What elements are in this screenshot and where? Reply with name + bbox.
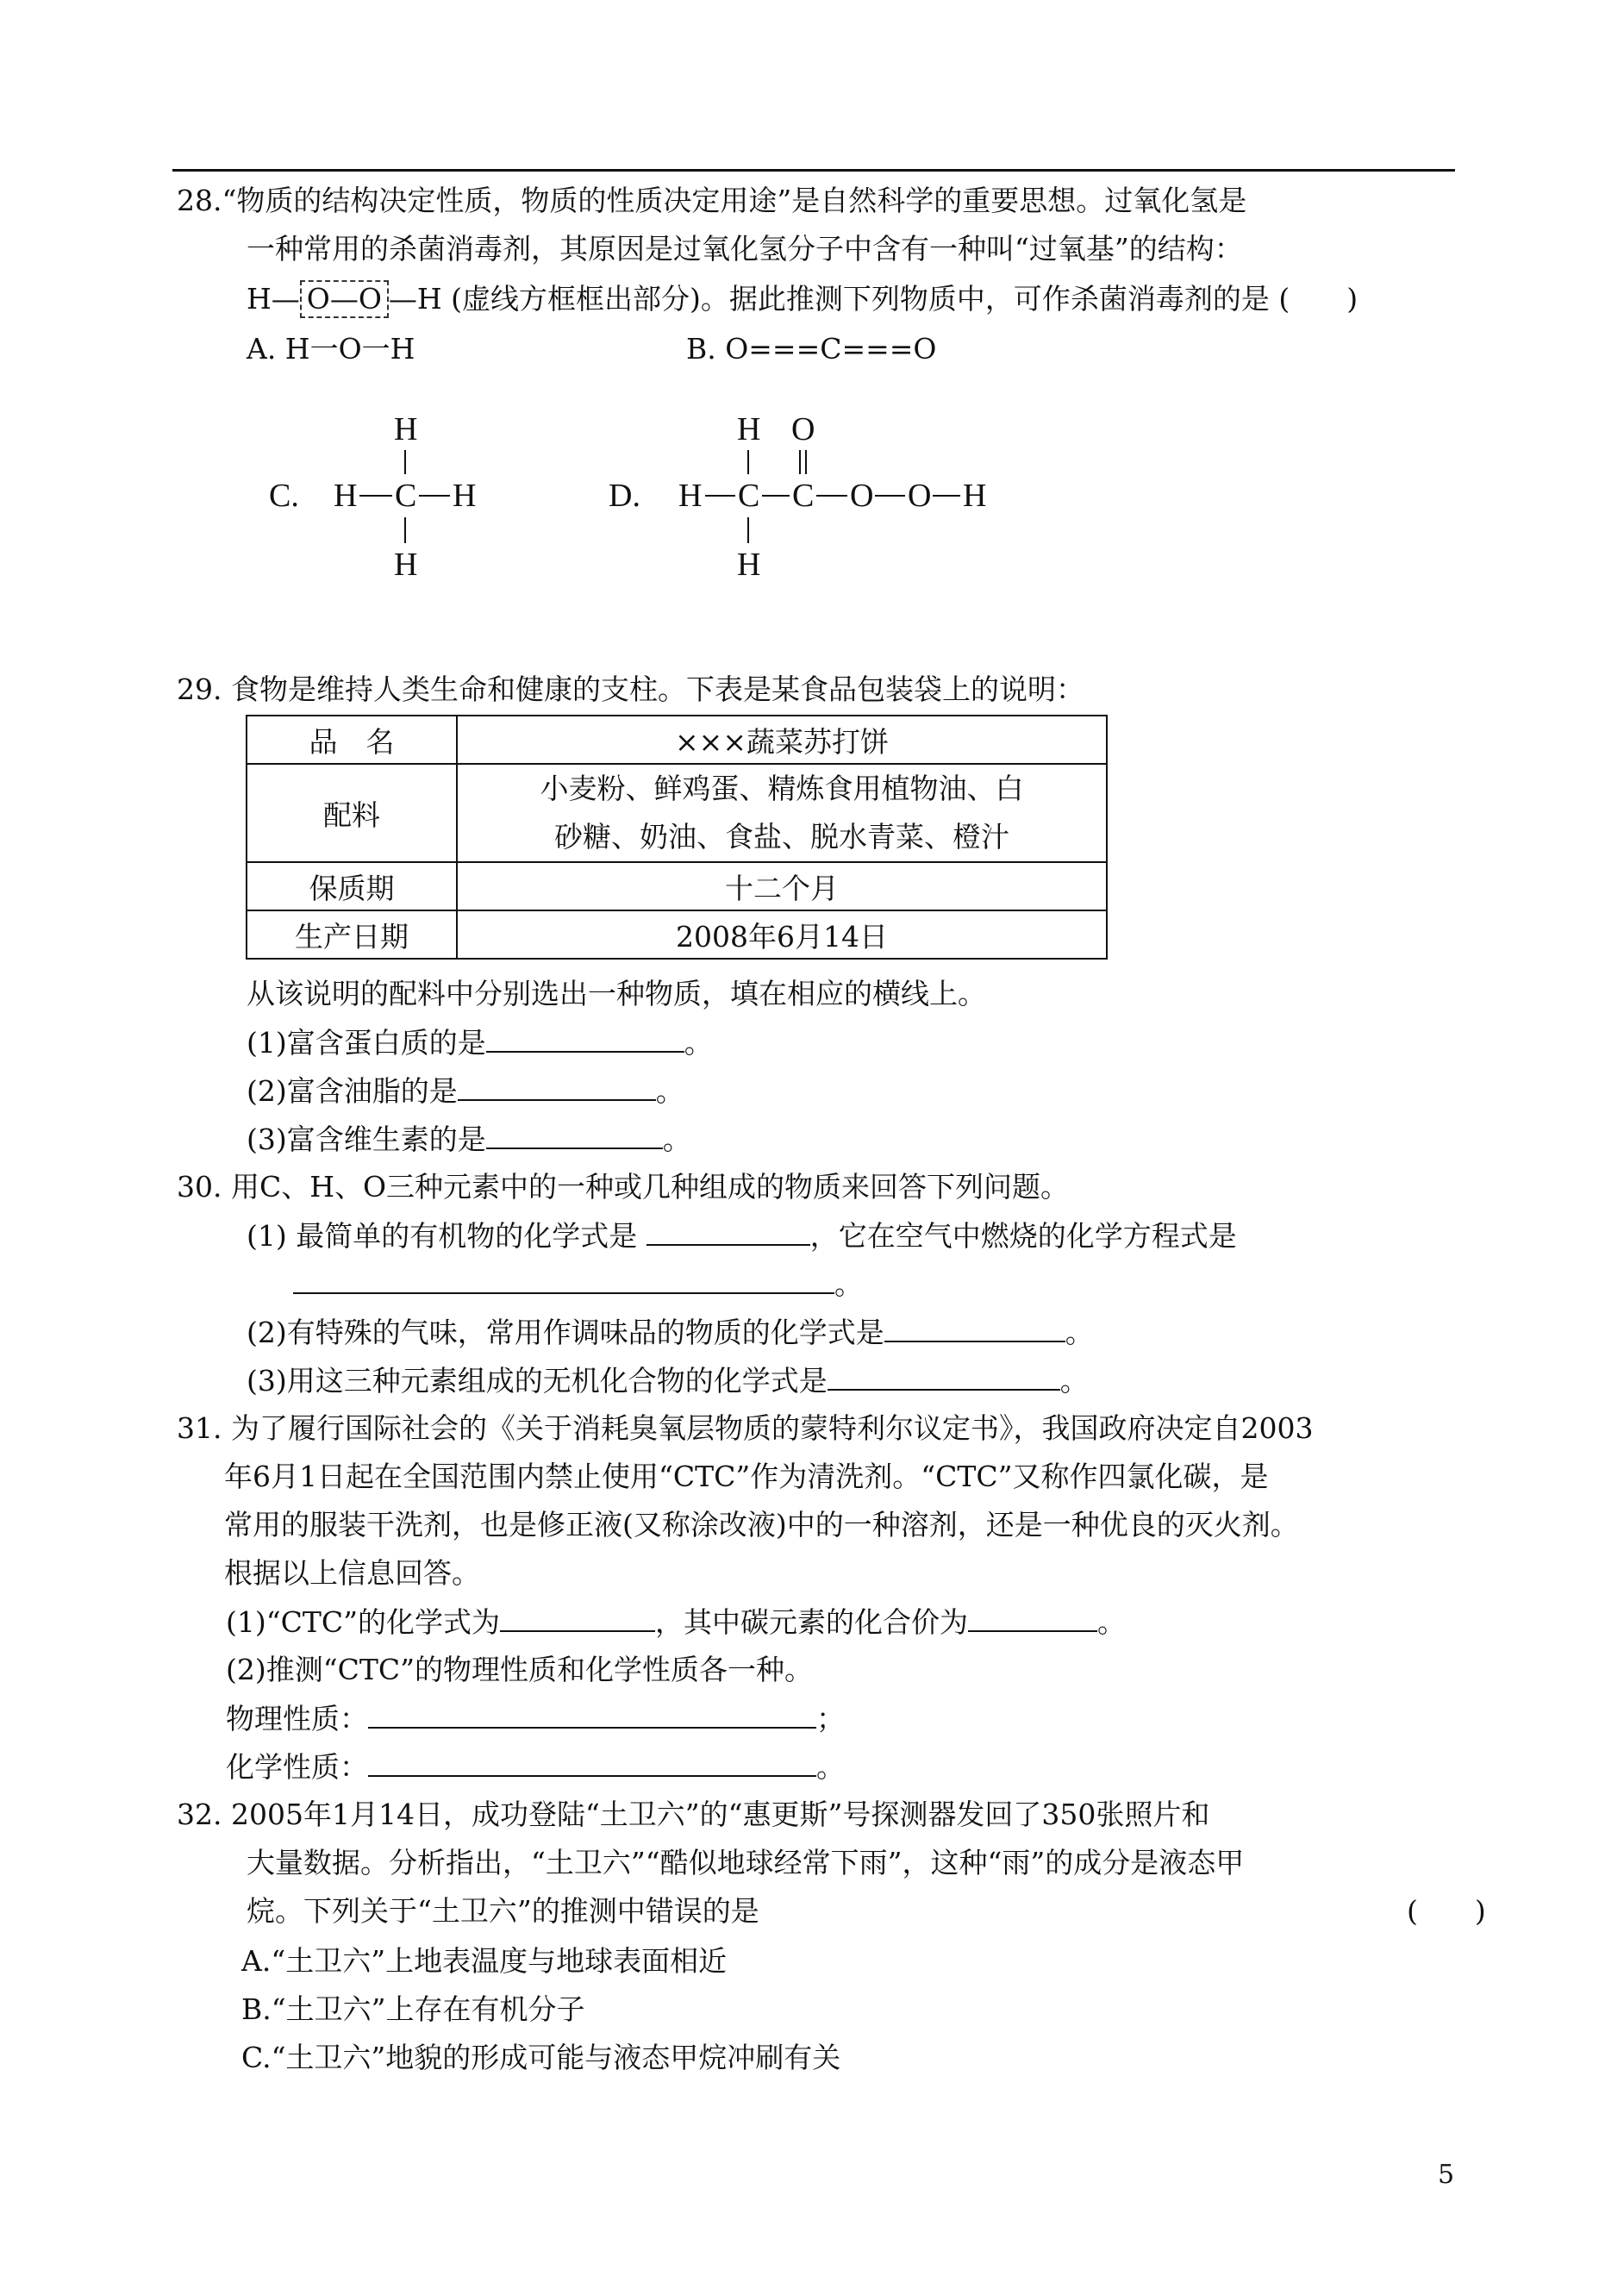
q28-line-2: 一种常用的杀菌消毒剂，其原因是过氧化氢分子中含有一种叫“过氧基”的结构： xyxy=(247,232,1243,266)
atom-h-left-d: H xyxy=(678,478,703,514)
table-row xyxy=(247,716,1107,764)
atom-h-right-c: H xyxy=(453,478,477,514)
atom-h-left-c: H xyxy=(334,478,358,514)
atom-h-bottom-c: H xyxy=(394,547,418,583)
atom-h-right-d: H xyxy=(963,478,987,514)
q32-line-1: 32. 2005年1月14日，成功登陆“土卫六”的“惠更斯”号探测器发回了350张照片和 xyxy=(177,1798,1210,1831)
q31-line-2: 年6月1日起在全国范围内禁止使用“CTC”作为清洗剂。“CTC”又称作四氯化碳，是 xyxy=(224,1460,1269,1493)
chemical-property-label: 化学性质： xyxy=(226,1750,368,1784)
atom-o-double: O xyxy=(791,411,815,447)
q31-line-3: 常用的服装干洗剂，也是修正液(又称涂改液)中的一种溶剂，还是一种优良的灭火剂。 xyxy=(224,1508,1299,1541)
peroxide-formula xyxy=(247,282,451,316)
cell-shelf-value: 十二个月 xyxy=(457,862,1107,910)
q29-sub-1-text: (1)富含蛋白质的是 xyxy=(247,1026,486,1060)
semicolon: ； xyxy=(816,1702,845,1735)
q31-physical xyxy=(226,1701,845,1736)
q32-option-c: C.“土卫六”地貌的形成可能与液态甲烷冲刷有关 xyxy=(241,2041,841,2074)
q30-sub-1 xyxy=(247,1218,1237,1254)
q32-option-b: B.“土卫六”上存在有机分子 xyxy=(241,1992,585,2026)
formula-prefix: H— xyxy=(247,282,300,316)
cell-shelf-key: 保质期 xyxy=(247,862,457,910)
q32-line-3: 烷。下列关于“土卫六”的推测中错误的是 xyxy=(247,1894,759,1928)
answer-blank[interactable] xyxy=(968,1604,1097,1632)
atom-c-center: C xyxy=(395,478,417,514)
period: 。 xyxy=(816,1750,845,1784)
period: 。 xyxy=(1059,1364,1089,1398)
answer-blank[interactable] xyxy=(486,1025,684,1053)
page-number: 5 xyxy=(1438,2160,1455,2190)
q29-sub-2-text: (2)富含油脂的是 xyxy=(247,1074,458,1108)
q29-sub-1 xyxy=(247,1025,713,1060)
answer-blank[interactable] xyxy=(828,1363,1060,1391)
period: 。 xyxy=(662,1122,691,1156)
cell-ingredients-value xyxy=(457,764,1107,862)
atom-o2: O xyxy=(908,478,932,514)
cell-date-value: 2008年6月14日 xyxy=(457,910,1107,959)
q28-line-3 xyxy=(247,280,1358,318)
table-row xyxy=(247,764,1107,862)
answer-blank[interactable] xyxy=(368,1701,816,1729)
physical-property-label: 物理性质： xyxy=(226,1702,368,1735)
q31-chemical xyxy=(226,1749,845,1785)
q30-sub-1-equation xyxy=(293,1266,863,1302)
q30-sub-2 xyxy=(247,1315,1094,1350)
q31-sub-1-text-b: ，其中碳元素的化合价为 xyxy=(655,1605,968,1639)
top-rule xyxy=(172,169,1455,172)
q28-structures xyxy=(0,397,1624,603)
equation-blank[interactable] xyxy=(293,1266,834,1294)
q28-line-3-text: (虚线方框框出部分)。据此推测下列物质中，可作杀菌消毒剂的是 ( ) xyxy=(451,282,1359,316)
q28-option-a: A. H一O一H xyxy=(247,332,415,366)
q28-option-b: B. O===C===O xyxy=(686,332,937,366)
q31-sub-2: (2)推测“CTC”的物理性质和化学性质各一种。 xyxy=(226,1653,813,1686)
ingredients-line-2: 砂糖、奶油、食盐、脱水青菜、橙汁 xyxy=(554,820,1009,854)
q32-answer-paren: ( ) xyxy=(1407,1894,1486,1928)
period: 。 xyxy=(655,1074,684,1108)
q29-sub-3 xyxy=(247,1122,691,1157)
atom-c2: C xyxy=(792,478,815,514)
q30-sub-1-text-a: (1) 最简单的有机物的化学式是 xyxy=(247,1219,638,1253)
answer-blank[interactable] xyxy=(884,1315,1065,1342)
q28-option-c-label: C. xyxy=(269,478,299,514)
answer-blank[interactable] xyxy=(458,1073,656,1101)
q29-sub-2 xyxy=(247,1073,684,1109)
q29-intro: 29. 食物是维持人类生命和健康的支柱。下表是某食品包装袋上的说明： xyxy=(177,672,1084,706)
q32-line-2: 大量数据。分析指出，“土卫六”“酷似地球经常下雨”，这种“雨”的成分是液态甲 xyxy=(247,1846,1245,1879)
period: 。 xyxy=(1065,1316,1094,1349)
answer-blank[interactable] xyxy=(368,1749,816,1777)
ingredients-line-1: 小麦粉、鲜鸡蛋、精炼食用植物油、白 xyxy=(540,772,1024,805)
atom-c1: C xyxy=(738,478,760,514)
cell-ingredients-key: 配料 xyxy=(247,764,457,862)
answer-blank[interactable] xyxy=(500,1604,655,1632)
peroxy-dashed-box: O—O xyxy=(300,280,389,318)
answer-blank[interactable] xyxy=(486,1122,663,1149)
q31-sub-1-text-a: (1)“CTC”的化学式为 xyxy=(226,1605,500,1639)
atom-h-top-c: H xyxy=(394,411,418,447)
table-row xyxy=(247,910,1107,959)
q30-sub-1-text-b: ，它在空气中燃烧的化学方程式是 xyxy=(809,1219,1237,1253)
q30-sub-3-text: (3)用这三种元素组成的无机化合物的化学式是 xyxy=(247,1364,828,1398)
q32-option-a: A.“土卫六”上地表温度与地球表面相近 xyxy=(241,1944,728,1978)
formula-suffix: —H xyxy=(388,282,442,316)
q30-sub-2-text: (2)有特殊的气味，常用作调味品的物质的化学式是 xyxy=(247,1316,884,1349)
period: 。 xyxy=(1097,1605,1126,1639)
table-row xyxy=(247,862,1107,910)
q28-option-d-label: D. xyxy=(609,478,640,514)
q31-line-1: 31. 为了履行国际社会的《关于消耗臭氧层物质的蒙特利尔议定书》，我国政府决定自2003 xyxy=(177,1411,1314,1445)
q31-line-4: 根据以上信息回答。 xyxy=(224,1556,480,1590)
answer-blank[interactable] xyxy=(646,1218,810,1246)
atom-h-top-d: H xyxy=(737,411,761,447)
q28-line-1: 28.“物质的结构决定性质，物质的性质决定用途”是自然科学的重要思想。过氧化氢是 xyxy=(177,184,1247,217)
atom-o1: O xyxy=(850,478,874,514)
period: 。 xyxy=(684,1026,713,1060)
atom-h-bottom-d: H xyxy=(737,547,761,583)
cell-date-key: 生产日期 xyxy=(247,910,457,959)
q30-sub-3 xyxy=(247,1363,1089,1398)
food-label-table xyxy=(246,715,1108,960)
q31-sub-1 xyxy=(226,1604,1126,1640)
q29-sub-3-text: (3)富含维生素的是 xyxy=(247,1122,486,1156)
cell-name-key: 品 名 xyxy=(247,716,457,764)
q30-intro: 30. 用C、H、O三种元素中的一种或几种组成的物质来回答下列问题。 xyxy=(177,1170,1070,1204)
period: 。 xyxy=(834,1267,863,1301)
cell-name-value: ×××蔬菜苏打饼 xyxy=(457,716,1107,764)
q29-line-1: 从该说明的配料中分别选出一种物质，填在相应的横线上。 xyxy=(247,977,986,1010)
